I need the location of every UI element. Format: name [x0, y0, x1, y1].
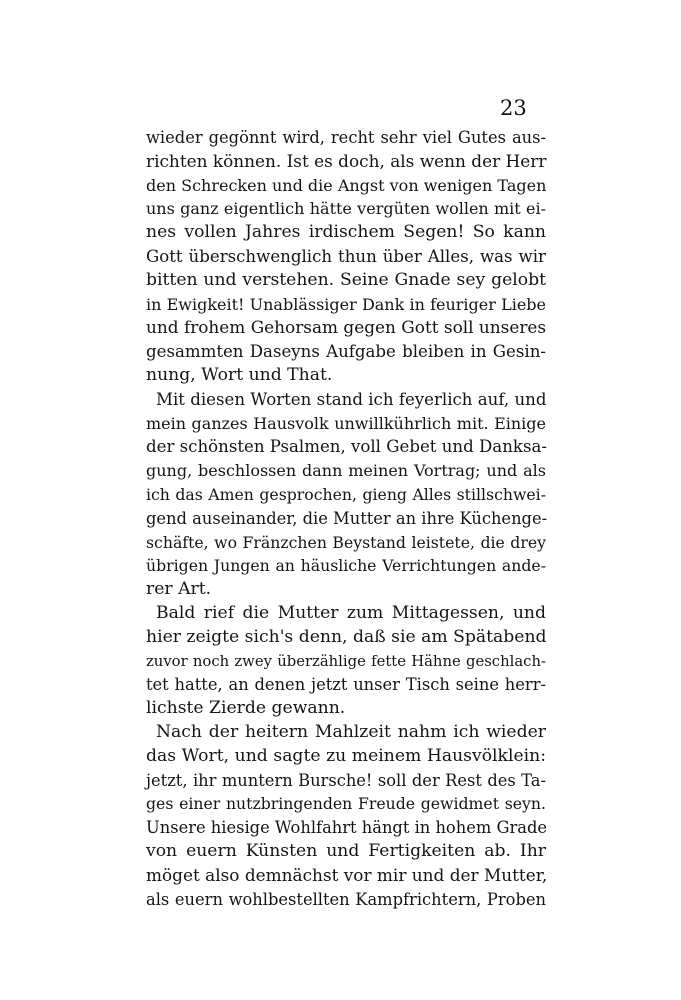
text-line: gesammten Daseyns Aufgabe bleiben in Gesin- [146, 342, 546, 362]
text-line: zuvor noch zwey überzählige fette Hähne geschlach- [146, 652, 546, 670]
text-line: nes vollen Jahres irdischem Segen! So kann [146, 222, 546, 243]
text-line: uns ganz eigentlich hätte vergüten wollen mit ei- [146, 199, 546, 219]
text-line: ges einer nutzbringenden Freude gewidmet seyn. [146, 794, 546, 814]
text-line: und frohem Gehorsam gegen Gott soll unseres [146, 317, 547, 338]
text-line: jetzt, ihr muntern Bursche! soll der Rest des Ta- [146, 770, 546, 790]
text-line: nung, Wort und That. [146, 364, 333, 385]
text-line: Nach der heitern Mahlzeit nahm ich wieder [156, 721, 546, 742]
text-line: ich das Amen gesprochen, gieng Alles stillschwei- [146, 484, 546, 504]
text-line: Bald rief die Mutter zum Mittagessen, und [156, 602, 546, 623]
text-line: Mit diesen Worten stand ich feyerlich auf, und [156, 389, 547, 409]
text-line: schäfte, wo Fränzchen Beystand leistete, die drey [146, 532, 546, 552]
text-line: in Ewigkeit! Unablässiger Dank in feuriger Liebe [146, 294, 546, 314]
text-line: als euern wohlbestellten Kampfrichtern, Proben [146, 889, 546, 909]
text-line: Gott überschwenglich thun über Alles, was wir [146, 246, 546, 266]
text-line: tet hatte, an denen jetzt unser Tisch seine herr- [146, 675, 546, 695]
text-line: bitten und verstehen. Seine Gnade sey gelobt [146, 269, 546, 290]
text-line: den Schrecken und die Angst von wenigen Tagen [146, 175, 547, 195]
text-line: der schönsten Psalmen, voll Gebet und Danksa- [146, 437, 547, 457]
text-line: richten können. Ist es doch, als wenn der Herr [146, 150, 547, 171]
text-line: das Wort, und sagte zu meinem Hausvölklein: [146, 745, 546, 766]
text-line: gend auseinander, die Mutter an ihre Küchenge- [146, 508, 548, 528]
body-text [146, 126, 546, 911]
text-line: rer Art. [146, 579, 212, 600]
text-line: wieder gegönnt wird, recht sehr viel Gutes aus- [146, 128, 546, 147]
text-line: übrigen Jungen an häusliche Verrichtungen ande- [146, 556, 546, 576]
text-line: hier zeigte sich's denn, daß sie am Spätabend [146, 626, 547, 647]
page-number: 23 [500, 96, 527, 120]
text-line: mein ganzes Hausvolk unwillkührlich mit. Einige [146, 413, 546, 433]
text-line: von euern Künsten und Fertigkeiten ab. Ihr [146, 840, 546, 861]
text-line: gung, beschlossen dann meinen Vortrag; und als [146, 461, 546, 481]
text-line: Unsere hiesige Wohlfahrt hängt in hohem Grade [146, 818, 548, 838]
text-line: lichste Zierde gewann. [146, 698, 346, 719]
text-line: möget also demnächst vor mir und der Mutter, [146, 864, 548, 885]
